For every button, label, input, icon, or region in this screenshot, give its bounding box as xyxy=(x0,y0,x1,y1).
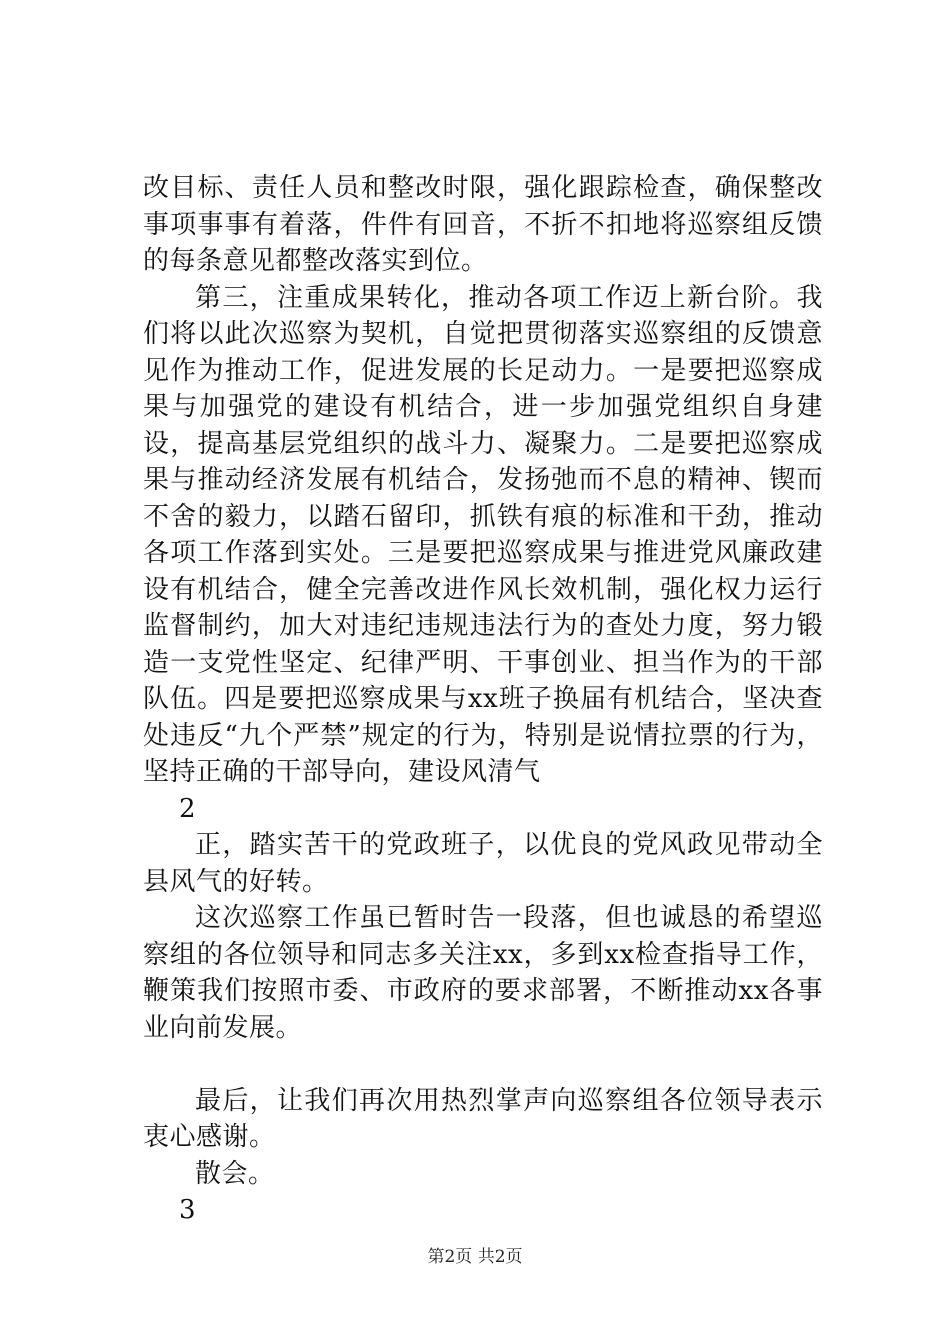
paragraph-third-point: 第三，注重成果转化，推动各项工作迈上新台阶。我们将以此次巡察为契机，自觉把贯彻落实巡察组的反馈意见作为推动工作，促进发展的长足动力。一是要把巡察成果与加强党的建设有机结合，进一步加强党组织自身建设，提高基层党组织的战斗力、凝聚力。二是要把巡察成果与推动经济发展有机结合，发扬弛而不息的精神、锲而不舍的毅力，以踏石留印，抓铁有痕的标准和干劲，推动各项工作落到实处。三是要把巡察成果与推进党风廉政建设有机结合，健全完善改进作风长效机制，强化权力运行监督制约，加大对违纪违规违法行为的查处力度，努力锻造一支党性坚定、纪律严明、干事创业、担当作为的干部队伍。四是要把巡察成果与xx班子换届有机结合，坚决查处违反“九个严禁”规定的行为，特别是说情拉票的行为，坚持正确的干部导向，建设风清气 xyxy=(143,282,823,787)
paragraph-hope: 这次巡察工作虽已暂时告一段落，但也诚恳的希望巡察组的各位领导和同志多关注xx，多到xx检查指导工作，鞭策我们按照市委、市政府的要求部署，不断推动xx各事业向前发展。 xyxy=(143,903,823,1043)
paragraph-thanks: 最后，让我们再次用热烈掌声向巡察组各位领导表示衷心感谢。 xyxy=(143,1085,823,1152)
page-number-marker: 3 xyxy=(179,1195,197,1225)
paragraph-rectification: 改目标、责任人员和整改时限，强化跟踪检查，确保整改事项事事有着落，件件有回音，不折不扣地将巡察组反馈的每条意见都整改落实到位。 xyxy=(143,173,823,276)
page-footer: 第2页 共2页 xyxy=(427,1247,523,1267)
paragraph-adjourn: 散会。 xyxy=(195,1158,275,1189)
page-number-marker: 2 xyxy=(179,793,197,824)
paragraph-continuation: 正，踏实苦干的党政班子，以优良的党风政见带动全县风气的好转。 xyxy=(143,830,823,897)
document-body xyxy=(143,170,823,1229)
